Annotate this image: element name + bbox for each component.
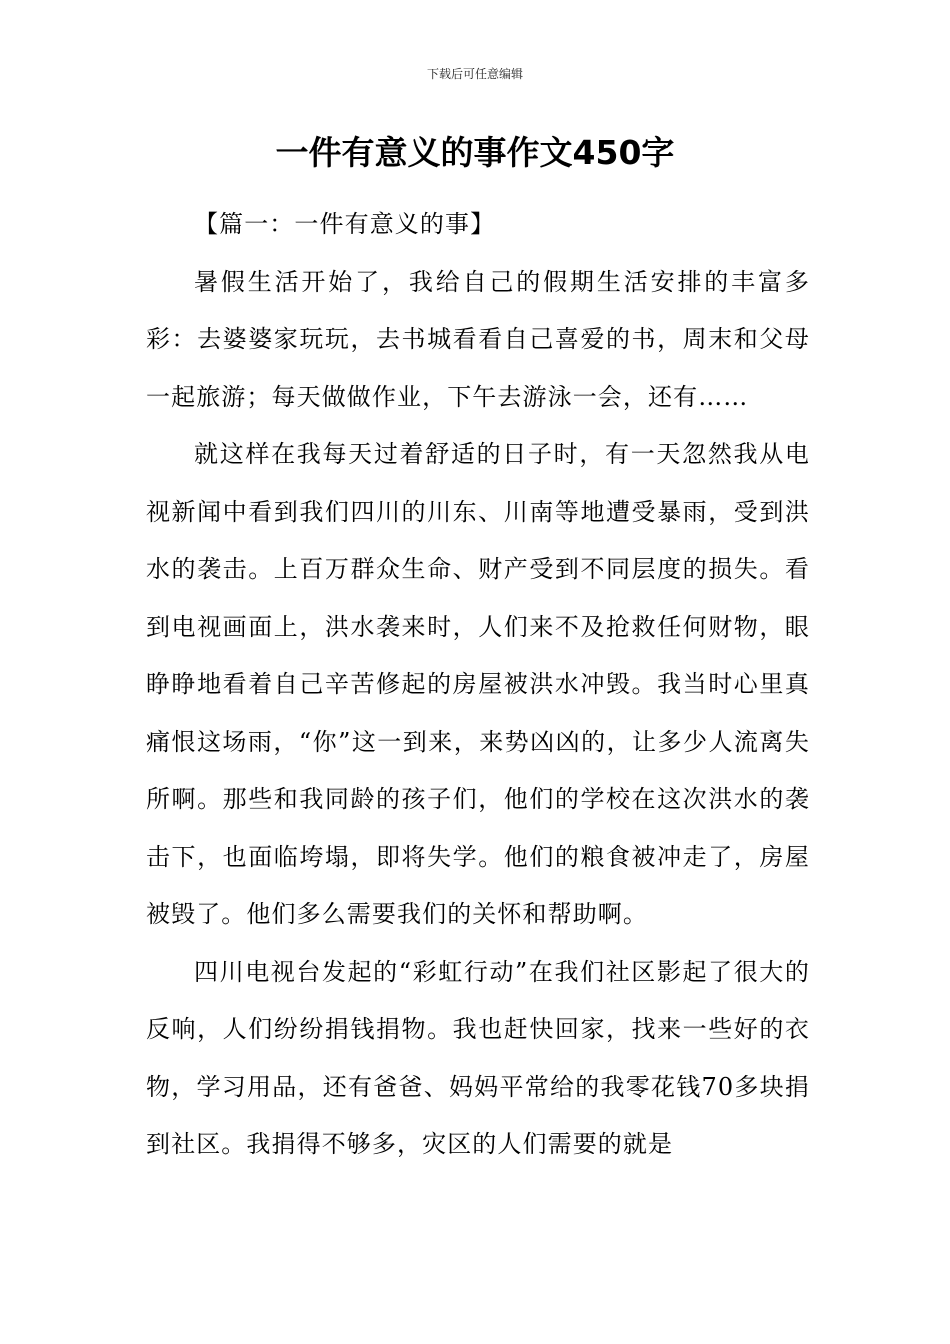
paragraph-2: 就这样在我每天过着舒适的日子时，有一天忽然我从电视新闻中看到我们四川的川东、川南等地遭受暴雨，受到洪水的袭击。上百万群众生命、财产受到不同层度的损失。看到电视画面上，洪水袭来时，人们来不及抢救任何财物，眼睁睁地看着自己辛苦修起的房屋被洪水冲毁。我当时心里真痛恨这场雨，“你”这一到来，来势凶凶的，让多少人流离失所啊。那些和我同龄的孩子们，他们的学校在这次洪水的袭击下，也面临垮塌，即将失学。他们的粮食被冲走了，房屋被毁了。他们多么需要我们的关怀和帮助啊。 bbox=[146, 440, 810, 928]
document-title: 一件有意义的事作文450字 bbox=[275, 133, 675, 172]
header-note: 下载后可任意编辑 bbox=[426, 67, 523, 81]
paragraph-3: 四川电视台发起的“彩虹行动”在我们社区影起了很大的反响，人们纷纷捐钱捐物。我也赶快回家，找来一些好的衣物，学习用品，还有爸爸、妈妈平常给的我零花钱70多块捐到社区。我捐得不够多，灾区的人们需要的就是 bbox=[146, 957, 810, 1158]
paragraph-1: 暑假生活开始了，我给自己的假期生活安排的丰富多彩：去婆婆家玩玩，去书城看看自己喜爱的书，周末和父母一起旅游；每天做做作业，下午去游泳一会，还有…… bbox=[146, 267, 810, 411]
document-body bbox=[146, 196, 810, 1174]
section-heading: 【篇一：一件有意义的事】 bbox=[194, 210, 496, 238]
